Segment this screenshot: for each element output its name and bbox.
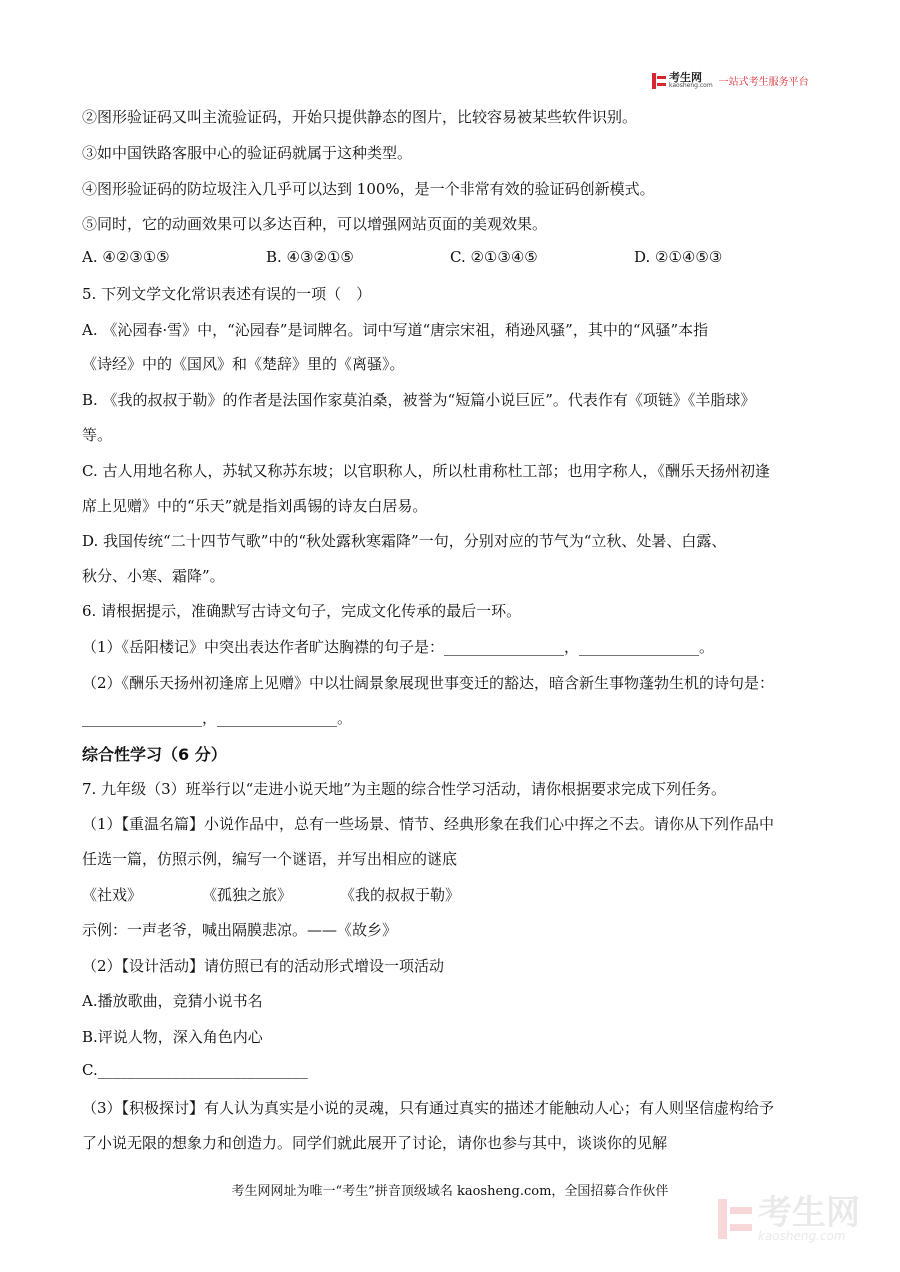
watermark — [718, 1193, 860, 1243]
q5-option-d-line1: D. 我国传统“二十四节气歌”中的“秋处露秋寒霜降”一句，分别对应的节气为“立秋、处暑、白露、 — [82, 532, 727, 550]
q7-task1-line1: （1）【重温名篇】小说作品中，总有一些场景、情节、经典形象在我们心中挥之不去。请你从下列作品中 — [82, 815, 775, 833]
q5-option-b-line2: 等。 — [82, 426, 113, 444]
q7-task2-c: C.____________________________ — [82, 1061, 308, 1079]
q5-option-a-line1: A. 《沁园春·雪》中，“沁园春”是词牌名。词中写道“唐宗宋祖，稍逊风骚”，其中的“风骚”本指 — [82, 321, 709, 339]
section-title: 综合性学习（6 分） — [82, 745, 227, 764]
q7-task3-line2: 了小说无限的想象力和创造力。同学们就此展开了讨论，请你也参与其中，谈谈你的见解 — [82, 1134, 668, 1152]
statement-5: ⑤同时，它的动画效果可以多达百种，可以增强网站页面的美观效果。 — [82, 215, 548, 233]
option-b: B. ④③②①⑤ — [266, 248, 354, 266]
q7-task2-b: B.评说人物，深入角色内心 — [82, 1028, 263, 1046]
option-d: D. ②①④⑤③ — [634, 248, 723, 266]
q5-option-c-line2: 席上见赠》中的“乐天”就是指刘禹锡的诗友白居易。 — [82, 497, 428, 515]
q7-example: 示例：一声老爷，喊出隔膜悲凉。——《故乡》 — [82, 921, 398, 939]
q6-part1: （1）《岳阳楼记》中突出表达作者旷达胸襟的句子是：________________，________________。 — [82, 638, 715, 656]
watermark-name: 考生网 — [758, 1193, 860, 1233]
q7-task1-line2: 任选一篇，仿照示例，编写一个谜语，并写出相应的谜底 — [82, 850, 458, 868]
q5-option-d-line2: 秋分、小寒、霜降”。 — [82, 567, 225, 585]
q6-stem: 6. 请根据提示，准确默写古诗文句子，完成文化传承的最后一环。 — [82, 602, 522, 620]
work-item: 《我的叔叔于勒》 — [340, 886, 461, 904]
q5-option-c-line1: C. 古人用地名称人，苏轼又称苏东坡；以官职称人，所以杜甫称杜工部；也用字称人，《酬乐天扬州初逢 — [82, 462, 770, 480]
q6-part2-blanks: ________________，________________。 — [82, 709, 353, 727]
logo-slogan: 一站式考生服务平台 — [718, 77, 809, 88]
option-a: A. ④②③①⑤ — [82, 248, 170, 266]
watermark-logo-icon — [718, 1199, 752, 1239]
q5-stem: 5. 下列文学文化常识表述有误的一项（ ） — [82, 285, 372, 303]
work-item: 《孤独之旅》 — [202, 886, 293, 904]
footer-text: 考生网网址为唯一“考生”拼音顶级域名 kaosheng.com，全国招募合作伙伴 — [231, 1184, 669, 1199]
statement-4: ④图形验证码的防垃圾注入几乎可以达到 100%，是一个非常有效的验证码创新模式。 — [82, 180, 655, 198]
statement-2: ②图形验证码又叫主流验证码，开始只提供静态的图片，比较容易被某些软件识别。 — [82, 108, 638, 126]
q5-option-b-line1: B. 《我的叔叔于勒》的作者是法国作家莫泊桑，被誉为“短篇小说巨匠”。代表作有《项链》《羊脂球》 — [82, 391, 756, 409]
logo-url: kaosheng.com — [669, 82, 713, 89]
option-c: C. ②①③④⑤ — [450, 248, 538, 266]
header-logo — [652, 72, 809, 89]
q7-task2: （2）【设计活动】请仿照已有的活动形式增设一项活动 — [82, 957, 445, 975]
q7-task3-line1: （3）【积极探讨】有人认为真实是小说的灵魂，只有通过真实的描述才能触动人心；有人则坚信虚构给予 — [82, 1099, 775, 1117]
kaosheng-logo-icon — [652, 73, 666, 89]
q6-part2: （2）《酬乐天扬州初逢席上见赠》中以壮阔景象展现世事变迁的豁达，暗含新生事物蓬勃生机的诗句是： — [82, 674, 775, 692]
logo-name: 考生网 — [669, 71, 702, 84]
watermark-url: kaosheng.com — [758, 1229, 846, 1243]
q7-task2-a: A.播放歌曲，竞猜小说书名 — [82, 992, 263, 1010]
q5-option-a-line2: 《诗经》中的《国风》和《楚辞》里的《离骚》。 — [82, 355, 405, 373]
statement-3: ③如中国铁路客服中心的验证码就属于这种类型。 — [82, 144, 413, 162]
work-item: 《社戏》 — [82, 886, 143, 904]
q7-stem: 7. 九年级（3）班举行以“走进小说天地”为主题的综合性学习活动，请你根据要求完成下列任务。 — [82, 780, 726, 798]
